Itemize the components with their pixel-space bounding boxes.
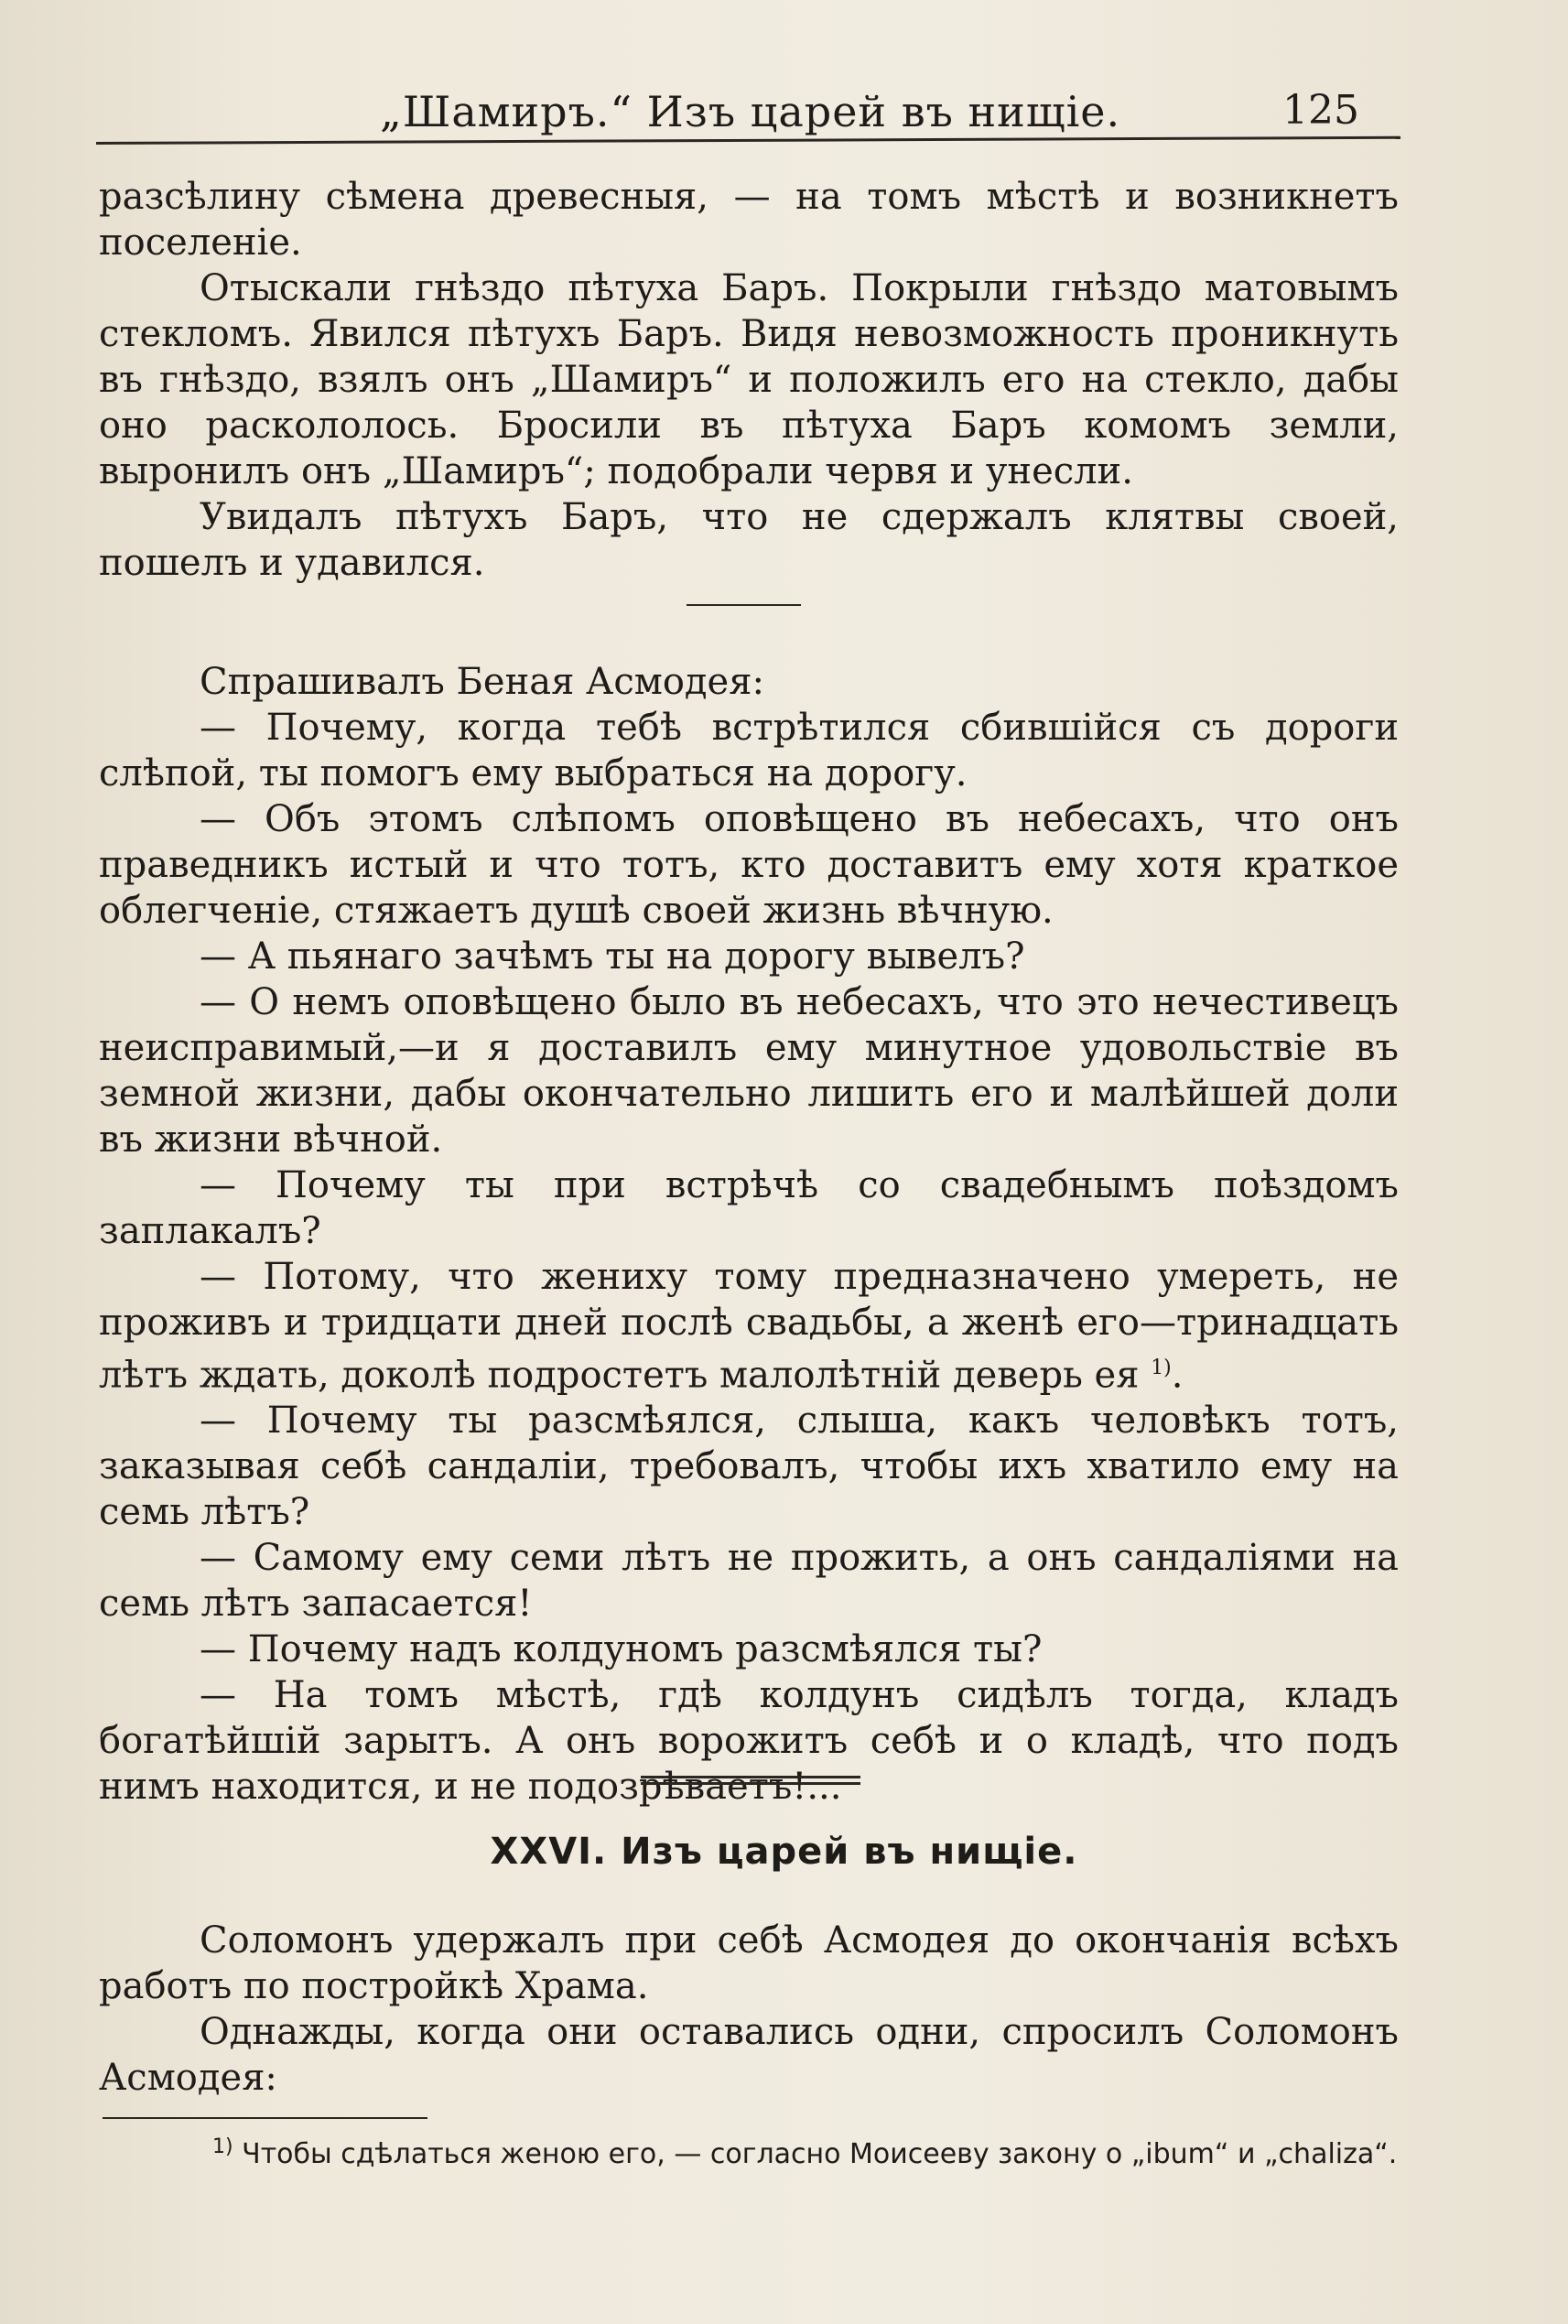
paragraph: — На томъ мѣстѣ, гдѣ колдунъ сидѣлъ тогда, кладъ богатѣйшій зарытъ. А онъ ворожитъ себѣ и о кладѣ, что подъ нимъ находится, и не подозрѣваетъ!... [99,1674,1399,1809]
paragraph: разсѣлину сѣмена древесныя, — на томъ мѣстѣ и возникнетъ поселеніе. [99,176,1399,264]
footnote-reference: 1) [1151,1357,1172,1379]
footnote-text: Чтобы сдѣлаться женою его, — согласно Моисееву закону о „ibum“ и „chaliza“. [232,2138,1398,2170]
paragraph-tail: . [1171,1354,1184,1397]
page-number: 125 [1282,87,1359,134]
paragraph: Соломонъ удержалъ при себѣ Асмодея до окончанія всѣхъ работъ по постройкѣ Храма. [99,1919,1399,2007]
footnote-rule [103,2117,427,2119]
paragraph-text: — Потому, что жениху тому предназначено умереть, не проживъ и тридцати дней послѣ свадьбы, а женѣ его—тринадцать лѣтъ ждать, доколѣ подростетъ малолѣтній деверь ея [99,1256,1399,1397]
text-block-dialogue [99,659,1399,1810]
text-block-shamir-end [99,174,1399,586]
footnote [103,2128,1402,2174]
paragraph: — Почему, когда тебѣ встрѣтился сбившійся съ дороги слѣпой, ты помогъ ему выбраться на дорогу. [99,707,1399,794]
paragraph: — Почему ты разсмѣялся, слыша, какъ человѣкъ тотъ, заказывая себѣ сандаліи, требовалъ, чтобы ихъ хватило ему на семь лѣтъ? [99,1400,1399,1534]
page-header [96,87,1400,142]
footnote-marker: 1) [212,2135,233,2158]
paragraph: Увидалъ пѣтухъ Баръ, что не сдержалъ клятвы своей, пошелъ и удавился. [99,496,1399,584]
paragraph: — А пьянаго зачѣмъ ты на дорогу вывелъ? [200,935,1025,978]
chapter-heading: XXVI. Изъ царей въ нищіе. [490,1831,1078,1873]
paragraph: — Объ этомъ слѣпомъ оповѣщено въ небесахъ, что онъ праведникъ истый и что тотъ, кто доставитъ ему хотя краткое облегченіе, стяжаетъ душѣ своей жизнь вѣчную. [99,798,1399,932]
paragraph: — Самому ему семи лѣтъ не прожить, а онъ сандаліями на семь лѣтъ запасается! [99,1537,1399,1626]
chapter-divider [641,1776,860,1785]
paragraph: Однажды, когда они оставались одни, спросилъ Соломонъ Асмодея: [99,2011,1399,2099]
text-block-chapter-start [99,1918,1399,2101]
paragraph: Отыскали гнѣздо пѣтуха Баръ. Покрыли гнѣздо матовымъ стекломъ. Явился пѣтухъ Баръ. Видя невозможность проникнуть въ гнѣздо, взялъ онъ „Шамиръ“ и положилъ его на стекло, дабы оно раскололось. Бросили въ пѣтуха Баръ комомъ земли, выронилъ онъ „Шамиръ“; подобрали червя и унесли. [99,267,1399,492]
section-divider [687,604,801,606]
paragraph: — Почему надъ колдуномъ разсмѣялся ты? [200,1628,1043,1671]
running-title: „Шамиръ.“ Изъ царей въ нищіе. [380,87,1121,136]
paragraph: — О немъ оповѣщено было въ небесахъ, что это нечестивецъ неисправимый,—и я доставилъ ему минутное удовольствіе въ земной жизни, дабы окончательно лишить его и малѣйшей доли въ жизни вѣчной. [99,981,1399,1161]
paragraph: — Почему ты при встрѣчѣ со свадебнымъ поѣздомъ заплакалъ? [99,1164,1399,1252]
paragraph-with-footnote [99,1254,1399,1398]
paragraph: Спрашивалъ Беная Асмодея: [200,661,764,703]
header-rule [96,136,1400,145]
